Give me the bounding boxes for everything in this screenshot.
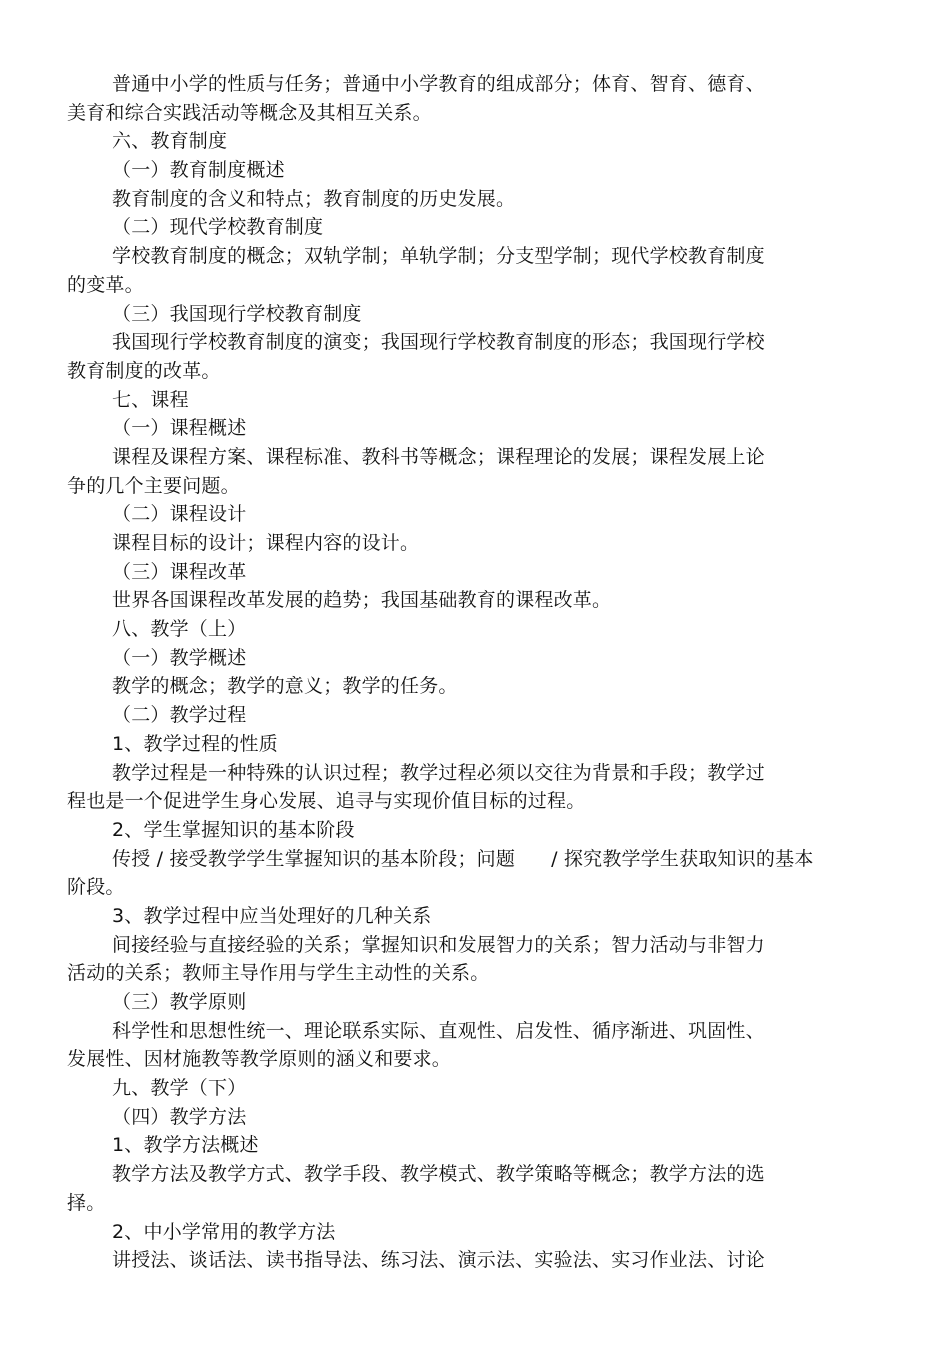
text-line-content: 教学方法及教学方式、教学手段、教学模式、教学策略等概念；教学方法的选 xyxy=(112,1163,765,1186)
text-line-content: 教学过程是一种特殊的认识过程；教学过程必须以交往为背景和手段；教学过 xyxy=(112,761,765,784)
text-line-content: 1、教学过程的性质 xyxy=(112,732,278,755)
text-line xyxy=(0,1074,950,1103)
text-line-content: 六、教育制度 xyxy=(112,130,228,153)
text-line-content: 我国现行学校教育制度的演变；我国现行学校教育制度的形态；我国现行学校 xyxy=(112,331,765,354)
text-line xyxy=(0,1017,950,1046)
text-line xyxy=(0,1103,950,1132)
text-line xyxy=(0,472,950,501)
text-line-content: 2、学生掌握知识的基本阶段 xyxy=(112,818,355,841)
text-line xyxy=(0,931,950,960)
text-line xyxy=(0,213,950,242)
text-line xyxy=(0,644,950,673)
document-page xyxy=(0,70,950,1275)
text-line-content: 讲授法、谈话法、读书指导法、练习法、演示法、实验法、实习作业法、讨论 xyxy=(112,1249,765,1272)
text-line xyxy=(0,816,950,845)
text-line-content: 学校教育制度的概念；双轨学制；单轨学制；分支型学制；现代学校教育制度 xyxy=(112,245,765,268)
text-line xyxy=(0,586,950,615)
text-line-tail: / 探究教学学生获取知识的基本 xyxy=(551,847,814,870)
text-line xyxy=(0,357,950,386)
text-line-content: （四）教学方法 xyxy=(112,1105,247,1128)
text-line xyxy=(0,787,950,816)
text-line xyxy=(0,988,950,1017)
text-line-content: 课程目标的设计；课程内容的设计。 xyxy=(112,532,420,554)
text-line-content: 阶段。 xyxy=(67,876,125,899)
text-line-content: 争的几个主要问题。 xyxy=(67,474,240,497)
text-line-content: 科学性和思想性统一、理论联系实际、直观性、启发性、循序渐进、巩固性、 xyxy=(112,1019,765,1042)
text-line xyxy=(0,1045,950,1074)
text-line-content: （二）现代学校教育制度 xyxy=(112,216,324,239)
text-line-content: 2、中小学常用的教学方法 xyxy=(112,1220,336,1243)
text-line xyxy=(0,1189,950,1218)
text-line xyxy=(0,529,950,558)
text-line-content: 普通中小学的性质与任务；普通中小学教育的组成部分；体育、智育、德育、 xyxy=(112,73,765,95)
text-line-content: 教育制度的含义和特点；教育制度的历史发展。 xyxy=(112,187,516,210)
text-line xyxy=(0,500,950,529)
text-line xyxy=(0,615,950,644)
text-line-content: 世界各国课程改革发展的趋势；我国基础教育的课程改革。 xyxy=(112,589,612,612)
text-line xyxy=(0,759,950,788)
text-line xyxy=(0,873,950,902)
text-line xyxy=(0,414,950,443)
text-line xyxy=(0,902,950,931)
text-line xyxy=(0,328,950,357)
text-line-content: 九、教学（下） xyxy=(112,1077,247,1100)
text-line xyxy=(0,701,950,730)
text-line xyxy=(0,300,950,329)
text-line-content: 美育和综合实践活动等概念及其相互关系。 xyxy=(67,101,432,124)
text-line xyxy=(0,1131,950,1160)
text-line-content: 教学的概念；教学的意义；教学的任务。 xyxy=(112,675,458,698)
text-line xyxy=(0,672,950,701)
text-line-content: （一）课程概述 xyxy=(112,417,247,440)
text-line xyxy=(0,386,950,415)
text-line-content: 的变革。 xyxy=(67,273,144,296)
text-line-content: （三）教学原则 xyxy=(112,991,247,1013)
text-line-content: 间接经验与直接经验的关系；掌握知识和发展智力的关系；智力活动与非智力 xyxy=(112,933,765,956)
text-line-content: 课程及课程方案、课程标准、教科书等概念；课程理论的发展；课程发展上论 xyxy=(112,445,765,468)
text-line xyxy=(0,443,950,472)
text-line xyxy=(0,185,950,214)
text-line xyxy=(0,1218,950,1247)
text-line-content: 发展性、因材施教等教学原则的涵义和要求。 xyxy=(67,1048,452,1071)
text-line-content: 传授 / 接受教学学生掌握知识的基本阶段；问题 xyxy=(112,847,516,870)
text-line-content: 教育制度的改革。 xyxy=(67,359,221,382)
text-line-content: 活动的关系；教师主导作用与学生主动性的关系。 xyxy=(67,962,490,985)
text-line-content: 1、教学方法概述 xyxy=(112,1134,259,1157)
text-line-content: （三）我国现行学校教育制度 xyxy=(112,302,362,325)
text-line-content: （一）教学概述 xyxy=(112,646,247,669)
text-line-content: 程也是一个促进学生身心发展、追寻与实现价值目标的过程。 xyxy=(67,790,586,813)
text-line xyxy=(0,70,950,99)
text-line xyxy=(0,845,950,874)
text-line-content: （二）课程设计 xyxy=(112,503,247,526)
text-line-content: 七、课程 xyxy=(112,388,189,411)
text-line xyxy=(0,156,950,185)
text-line xyxy=(0,242,950,271)
text-line-content: （一）教育制度概述 xyxy=(112,159,285,182)
text-line xyxy=(0,271,950,300)
text-line-content: 3、教学过程中应当处理好的几种关系 xyxy=(112,904,432,927)
text-line xyxy=(0,127,950,156)
text-line xyxy=(0,558,950,587)
text-line-content: （二）教学过程 xyxy=(112,704,247,727)
text-line-content: 择。 xyxy=(67,1191,106,1214)
text-line xyxy=(0,959,950,988)
text-line-content: 八、教学（上） xyxy=(112,618,247,641)
text-line xyxy=(0,1160,950,1189)
text-line xyxy=(0,1246,950,1275)
text-line xyxy=(0,730,950,759)
text-line-content: （三）课程改革 xyxy=(112,560,247,583)
text-line xyxy=(0,99,950,128)
